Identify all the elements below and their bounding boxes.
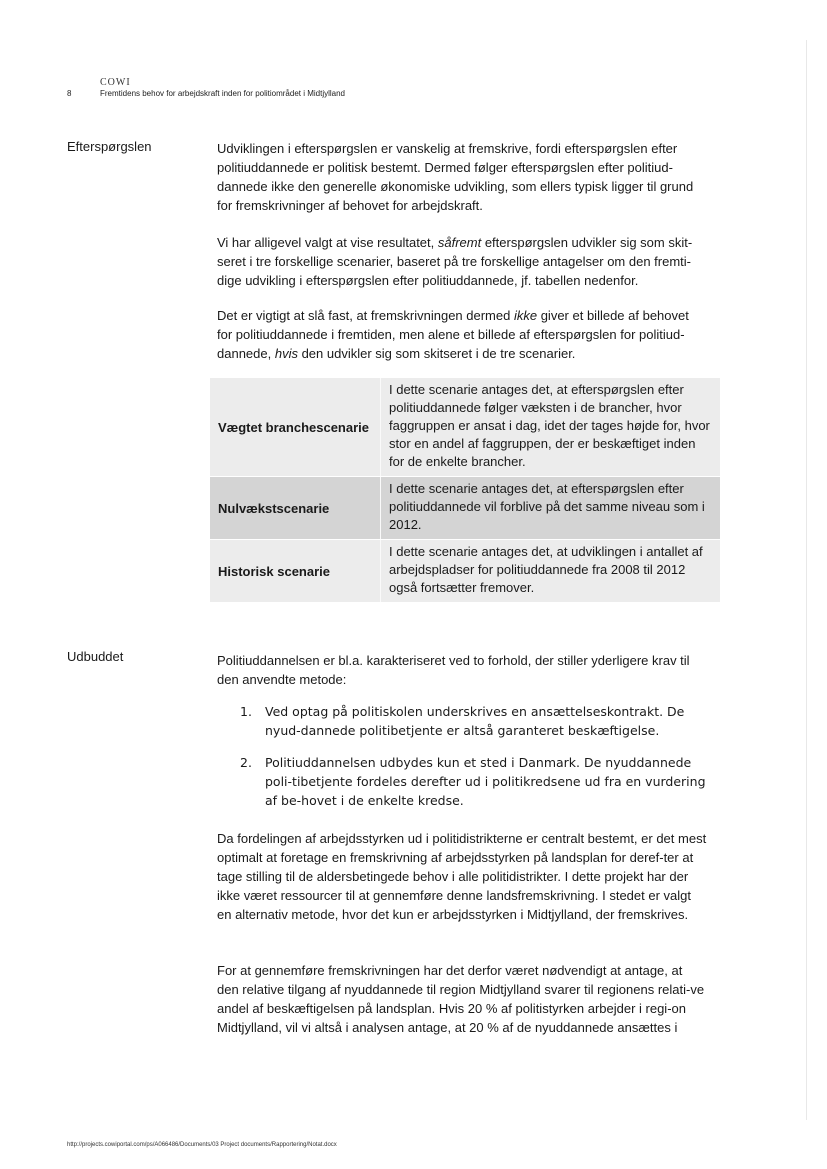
paragraph-1 — [217, 139, 707, 215]
table-row — [210, 477, 720, 540]
table-row — [210, 378, 720, 477]
p3-part-a: Det er vigtigt at slå fast, at fremskrivningen dermed — [217, 308, 514, 323]
page-number: 8 — [67, 89, 72, 98]
scenario-label: Historisk scenarie — [218, 563, 331, 579]
list-item — [240, 753, 710, 810]
section-heading-efterspoergslen: Efterspørgslen — [67, 139, 152, 154]
paragraph-3 — [217, 306, 707, 363]
list-text: Politiuddannelsen udbydes kun et sted i Danmark. De nyuddannede poli-tibetjente fordeles derefter ud i politikredsene ud fra en vurdering af be-hovet i de enkelte kredse. — [265, 755, 706, 808]
p2-emphasis: såfremt — [437, 235, 482, 250]
udbud-paragraph-2 — [217, 829, 707, 924]
p3-emphasis-hvis: hvis — [274, 346, 298, 361]
scenario-label: Vægtet branchescenarie — [218, 419, 370, 435]
p3-part-c: den udvikler sig som skitseret i de tre scenarier. — [297, 346, 576, 361]
paragraph-2 — [217, 233, 707, 290]
scenario-label: Nulvækstscenarie — [218, 500, 330, 516]
footer-url: http://projects.cowiportal.com/ps/A066486/Documents/03 Project documents/Rapportering/Notat.docx — [67, 1142, 337, 1148]
scenario-description: I dette scenarie antages det, at udviklingen i antallet af arbejdspladser for politiuddannede fra 2008 til 2012 også fortsætter fremover. — [389, 544, 703, 595]
page-edge-line — [806, 40, 807, 1120]
udbud-intro — [217, 651, 707, 689]
scenario-description: I dette scenarie antages det, at efterspørgslen efter politiuddannede vil forblive på det samme niveau som i 2012. — [389, 481, 705, 532]
table-row — [210, 540, 720, 603]
scenario-table — [210, 378, 720, 603]
udbud-paragraph-3 — [217, 961, 707, 1037]
list-number: 1. — [240, 704, 252, 719]
scenario-description: I dette scenarie antages det, at efterspørgslen efter politiuddannede følger væksten i de brancher, hvor faggruppen er ansat i dag, idet der tages højde for, hvor stor en andel af faggruppen, der er beskæftiget inden for de enkelte brancher. — [389, 382, 710, 469]
udbud-paragraph-2-text: Da fordelingen af arbejdsstyrken ud i politidistrikterne er centralt bestemt, er det mest optimalt at foretage en fremskrivning af arbejdsstyrken på landsplan for deref-ter at tage stilling til de aldersbetingede behov i alle politidistrikter. I dette projekt har der ikke været ressourcer til at gennemføre denne landsfremskrivning. I stedet er valgt en alternativ metode, hvor det kun er arbejdsstyrken i Midtjylland, der fremskrives. — [217, 831, 707, 922]
cowi-logo: COWI — [100, 77, 131, 88]
udbud-paragraph-3-text: For at gennemføre fremskrivningen har det derfor været nødvendigt at antage, at den relative tilgang af nyuddannede til region Midtjylland svarer til regionens relati-ve andel af beskæftigelsen på landsplan. Hvis 20 % af politistyrken arbejder i regi-on Midtjylland, vil vi altså i analysen antage, at 20 % af de nyuddannede ansættes i — [217, 963, 705, 1035]
p2-part-b: efterspørgslen udvikler sig som skit-seret i tre forskellige scenarier, baseret på tre forskellige antagelser om den fremti-dige udvikling i efterspørgslen efter politiuddannede, jf. tabellen nedenfor. — [217, 235, 693, 288]
list-text: Ved optag på politiskolen underskrives en ansættelseskontrakt. De nyud-dannede politibetjente er altså garanteret beskæftigelse. — [265, 704, 685, 738]
p2-part-a: Vi har alligevel valgt at vise resultatet, — [217, 235, 438, 250]
p3-part-b: giver et billede af behovet for politiuddannede i fremtiden, men alene et billede af efterspørgslen for politiud-dannede, — [217, 308, 689, 361]
udbud-intro-text: Politiuddannelsen er bl.a. karakteriseret ved to forhold, der stiller yderligere krav til den anvendte metode: — [217, 653, 690, 687]
p3-emphasis-ikke: ikke — [513, 308, 538, 323]
section-heading-udbuddet: Udbuddet — [67, 649, 124, 664]
numbered-list — [240, 702, 710, 810]
paragraph-1-text: Udviklingen i efterspørgslen er vanskelig at fremskrive, fordi efterspørgslen efter politiuddannede er politisk bestemt. Dermed følger efterspørgslen efter politiud-dannede ikke den generelle økonomiske udvikling, som ellers typisk ligger til grund for fremskrivninger af behovet for arbejdskraft. — [217, 141, 694, 213]
list-item — [240, 702, 710, 740]
running-title: Fremtidens behov for arbejdskraft inden for politiområdet i Midtjylland — [100, 89, 346, 98]
list-number: 2. — [240, 755, 252, 770]
